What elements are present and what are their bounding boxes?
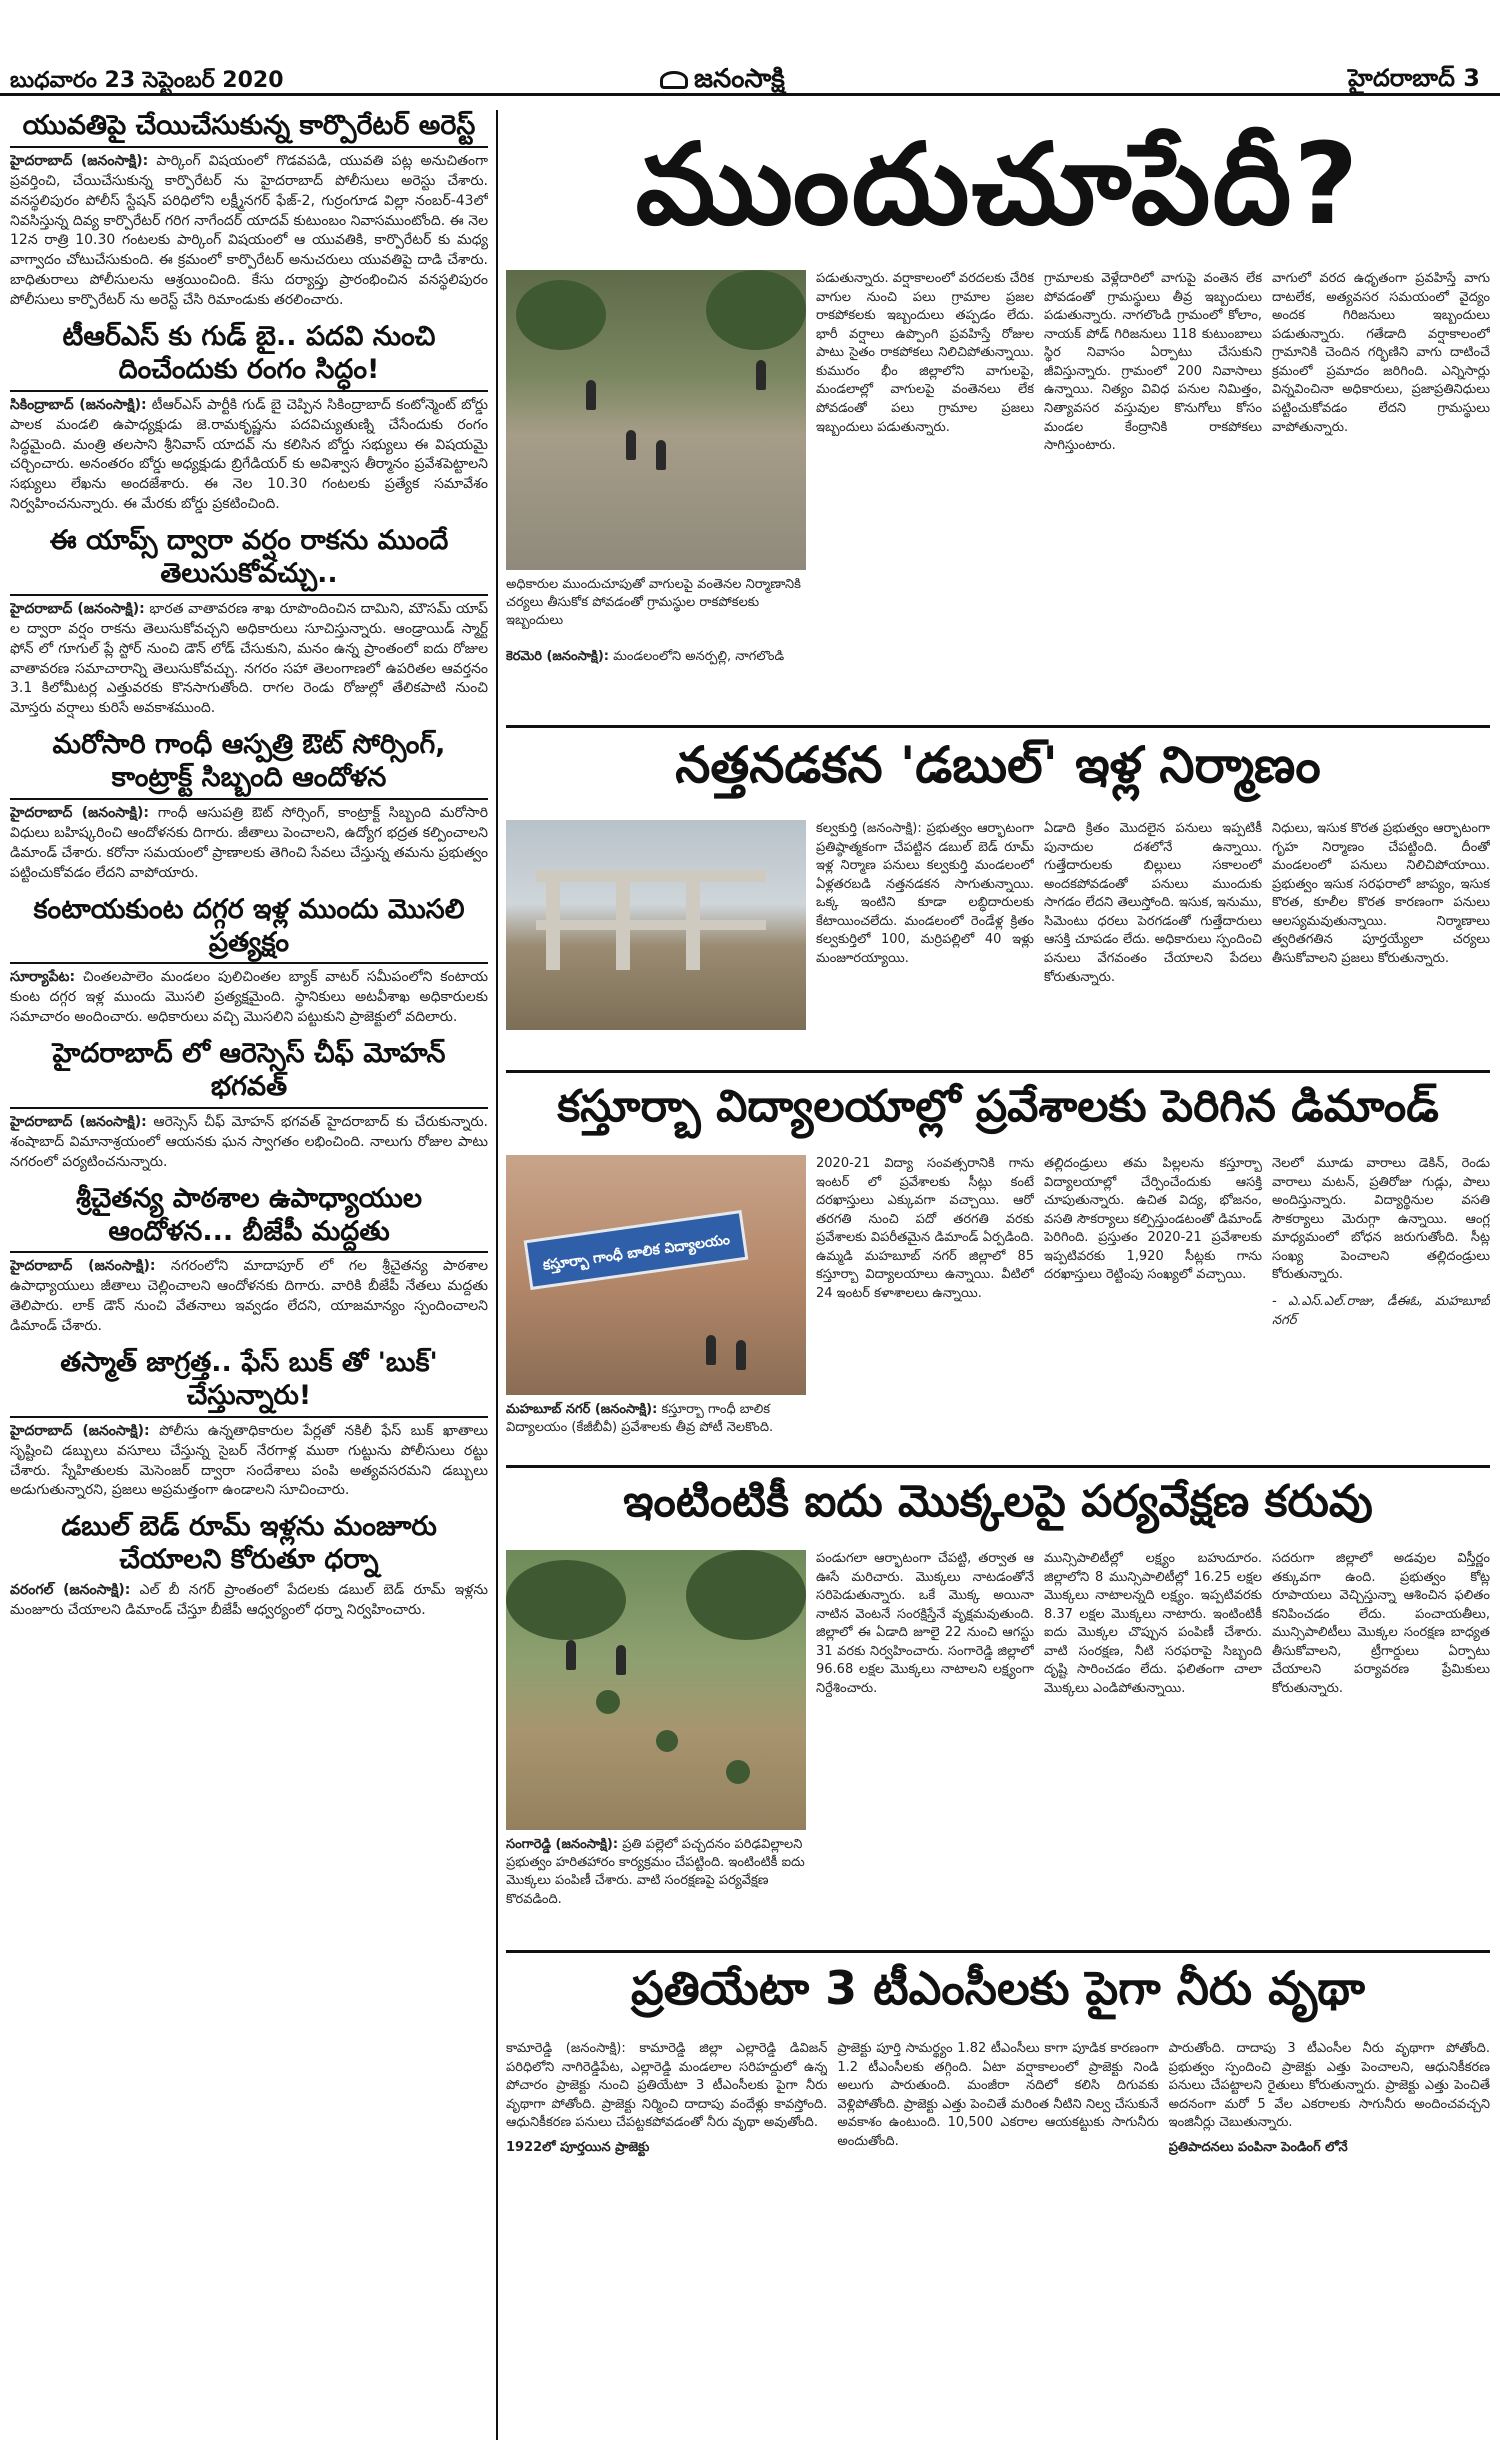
story-column: మున్సిపాలిటీల్లో లక్ష్యం బహుదూరం. జిల్లాలోని 8 మున్సిపాలిటీల్లో 16.25 లక్షల మొక్కలు నాటాలన్నది లక్ష్యం. ఇప్పటివరకు 8.37 లక్షల మొక్కలు నాటారు. ఇంటింటికీ ఐదు మొక్కల చొప్పున పంపిణీ చేశారు. వాటి సంరక్షణ, నీటి సరఫరాపై సిబ్బంది దృష్టి సారించడం లేదు. ఫలితంగా చాలా మొక్కలు ఎండిపోతున్నాయి.: [1044, 1551, 1262, 1697]
plantation-photo: [506, 1550, 806, 1830]
dateline: హైదరాబాద్ (జనంసాక్షి):: [10, 152, 149, 169]
person-shape: [566, 1640, 576, 1670]
story-column: వాగులో వరద ఉధృతంగా ప్రవహిస్తే వాగు దాటలేక, అత్యవసర సమయంలో వైద్యం అందక గిరిజనులు ఇబ్బందులు పడుతున్నారు. గతేడాది వర్షాకాలంలో గ్రామానికి చెందిన గర్భిణిని వాగు దాటించే క్రమంలో ప్రమాదం జరిగింది. ఎన్నిసార్లు విన్నవించినా అధికారులు, ప్రజాప్రతినిధులు పట్టించుకోవడం లేదని గ్రామస్థులు వాపోతున్నారు.: [1272, 271, 1490, 435]
left-story-body: [10, 804, 488, 884]
person-shape: [586, 380, 596, 410]
photo-caption: అధికారుల ముందుచూపుతో వాగులపై వంతెనల నిర్మాణానికి చర్యలు తీసుకోక పోవడంతో గ్రామస్థుల రాకపోకలకు ఇబ్బందులు: [506, 577, 801, 629]
story-text: భారత వాతావరణ శాఖ రూపొందించిన దామిని, మౌసమ్ యాప్ ల ద్వారా వర్షం రాకను తెలుసుకోవచ్చని అధికారులు సూచిస్తున్నారు. ఆండ్రాయిడ్ స్మార్ట్ ఫోన్ లో గూగుల్ ప్లే స్టోర్ నుంచి డౌన్ లోడ్ చేసుకుని, మనం ఉన్న ప్రాంతంలో ఐదు రోజుల వాతావరణ సమాచారాన్ని తెలుసుకోవచ్చు. నగరం సహా తెలంగాణలో ఉపరితల ఆవర్తనం 3.1 కిలోమీటర్ల ఎత్తువరకు కొనసాగుతోంది. రాగల రెండు రోజుల్లో తేలికపాటి నుంచి మోస్తరు వర్షాలు కురిసే అవకాశముంది.: [10, 600, 488, 717]
left-story-headline: హైదరాబాద్ లో ఆరెస్సెస్ చీఫ్ మోహన్ భగవత్: [10, 1038, 488, 1109]
sapling-shape: [596, 1690, 620, 1714]
left-story-headline: ఈ యాప్స్ ద్వారా వర్షం రాకను ముందే తెలుసుకోవచ్చు..: [10, 525, 488, 596]
column-divider: [496, 110, 498, 2440]
left-story-headline: యువతిపై చేయిచేసుకున్న కార్పొరేటర్ అరెస్ట్: [10, 110, 488, 148]
slab-shape: [536, 920, 766, 930]
story5-headline: ప్రతియేటా 3 టీఎంసీలకు పైగా నీరు వృథా: [506, 1950, 1490, 2014]
left-story-body: [10, 600, 488, 719]
photo-caption: [506, 1401, 806, 1437]
dateline: కెరమెరి (జనంసాక్షి):: [506, 649, 609, 664]
story4: [506, 1550, 1490, 1990]
left-story-1: [10, 110, 488, 311]
story-text: నెలలో మూడు వారాలు డెకిన్, రెండు వారాలు మటన్, ప్రతిరోజు గుడ్లు, పాలు అందిస్తున్నారు. విద్యార్థినుల వసతి సౌకర్యాలు మెరుగ్గా ఉన్నాయి. ఆంగ్ల మాధ్యమంలో బోధన జరుగుతోంది. సీట్ల సంఖ్య పెంచాలని తల్లిదండ్రులు కోరుతున్నారు.: [1272, 1156, 1490, 1283]
school-photo: [506, 1155, 806, 1395]
story2-columns: [816, 820, 1490, 1090]
story3-columns: [816, 1155, 1490, 1445]
story-text: నగరంలోని మాదాపూర్ లో గల శ్రీచైతన్య పాఠశాల ఉపాధ్యాయులు జీతాలు చెల్లించాలని ఆందోళనకు దిగారు. వారికి బీజేపీ నేతలు మద్దతు తెలిపారు. లాక్ డౌన్ నుంచి వేతనాలు ఇవ్వడం లేదని, యాజమాన్యం స్పందించాలని డిమాండ్ చేశారు.: [10, 1258, 488, 1335]
dateline: హైదరాబాద్ (జనంసాక్షి):: [10, 600, 145, 617]
left-story-body: [10, 1113, 488, 1173]
person-shape: [656, 440, 666, 470]
left-story-body: [10, 152, 488, 311]
page-number: 3: [1463, 64, 1480, 92]
person-shape: [616, 1645, 626, 1675]
story-column: కల్వకుర్తి (జనంసాక్షి): ప్రభుత్వం ఆర్భాటంగా ప్రతిష్ఠాత్మకంగా చేపట్టిన డబుల్ బెడ్ రూమ్ ఇళ్ల నిర్మాణ పనులు కల్వకుర్తి మండలంలో ఏళ్లతరబడి నత్తనడకన సాగుతున్నాయి. ఒక్క ఇంటిని కూడా లబ్ధిదారులకు కేటాయించలేదు. మండలంలో రెండేళ్ల క్రితం కల్వకుర్తిలో 100, మర్రిపల్లిలో 40 ఇళ్లు మంజూరయ్యాయి.: [816, 821, 1034, 967]
newspaper-name-text: జనంసాక్షి: [694, 64, 785, 94]
lead-byline: [506, 648, 806, 666]
story3-headline: కస్తూర్బా విద్యాలయాల్లో ప్రవేశాలకు పెరిగిన డిమాండ్: [506, 1070, 1490, 1131]
story-text: ఎల్ బీ నగర్ ప్రాంతంలో పేదలకు డబుల్ బెడ్ రూమ్ ఇళ్లను మంజూరు చేయాలని డిమాండ్ చేస్తూ బీజేపీ ఆధ్వర్యంలో ధర్నా నిర్వహించారు.: [10, 1582, 488, 1619]
caption-text: ప్రతి పల్లెలో పచ్చదనం పరిఢవిల్లాలని ప్రభుత్వం హరితహారం కార్యక్రమం చేపట్టింది. ఇంటింటికీ ఐదు మొక్కలు పంపిణీ చేశారు. వాటి సంరక్షణపై పర్యవేక్షణ కొరవడింది.: [506, 1837, 805, 1907]
photo-caption: [506, 1836, 806, 1909]
construction-photo: [506, 820, 806, 1030]
person-shape: [736, 1340, 746, 1370]
tree-shape: [686, 1550, 806, 1640]
story-column: నిధులు, ఇసుక కొరత ప్రభుత్వం ఆర్భాటంగా గృహ నిర్మాణం చేపట్టింది. దీంతో మండలంలో పనులు నిలిచిపోయాయి. ప్రభుత్వం ఇసుక సరఫరాలో జాప్యం, ఇసుక కొరత, కూలీల కొరత కారణంగా పనులు ఆలస్యమవుతున్నాయి. నిర్మాణాలు త్వరితగతిన పూర్తయ్యేలా చర్యలు తీసుకోవాలని ప్రజలు కోరుతున్నారు.: [1272, 821, 1490, 967]
story-column: సదరుగా జిల్లాలో అడవుల విస్తీర్ణం తక్కువగా ఉంది. ప్రభుత్వం కోట్ల రూపాయలు వెచ్చిస్తున్నా ఆశించిన ఫలితం కనిపించడం లేదు. పంచాయతీలు, మున్సిపాలిటీలు మొక్కల సంరక్షణ బాధ్యత తీసుకోవాలని, ట్రీగార్డులు ఏర్పాటు చేయాలని పర్యావరణ ప్రేమికులు కోరుతున్నారు.: [1272, 1551, 1490, 1697]
story-text: ఆరెస్సెస్ చీఫ్ మోహన్ భగవత్ హైదరాబాద్ కు చేరుకున్నారు. శంషాబాద్ విమానాశ్రయంలో ఆయనకు ఘన స్వాగతం లభించింది. నాలుగు రోజుల పాటు నగరంలో పర్యటించనున్నారు.: [10, 1113, 488, 1170]
subheading: 1922లో పూర్తయిన ప్రాజెక్టు: [506, 2139, 650, 2155]
left-story-3: [10, 525, 488, 719]
sapling-shape: [656, 1730, 678, 1752]
story4-headline: ఇంటింటికీ ఐదు మొక్కలపై పర్యవేక్షణ కరువు: [506, 1465, 1490, 1526]
person-shape: [626, 430, 636, 460]
left-story-headline: మరోసారి గాంధీ ఆస్పత్రి ఔట్ సోర్సింగ్, కాంట్రాక్ట్ సిబ్బంది ఆందోళన: [10, 729, 488, 800]
left-story-body: [10, 968, 488, 1028]
slab-shape: [536, 870, 766, 882]
byline-text: మండలంలోని అనర్పల్లి, నాగలొండి: [613, 649, 785, 664]
left-story-body: [10, 1581, 488, 1621]
story4-columns: [816, 1550, 1490, 1980]
story-column: [506, 2040, 827, 2440]
story-text: టీఆర్ఎస్ పార్టీకి గుడ్ బై చెప్పిన సికింద్రాబాద్ కంటోన్మెంట్ బోర్డు పాలక మండలి ఉపాధ్యక్షుడు జె.రామకృష్ణను పదవిచ్యుతుణ్ని చేసేందుకు రంగం సిద్ధమైంది. మంత్రి తలసాని శ్రీనివాస్ యాదవ్ ను కలిసిన బోర్డు సభ్యులు ఈ విషయమై చర్చించారు. అనంతరం బోర్డు అధ్యక్షుడు బ్రిగేడియర్ కు అవిశ్వాస తీర్మానం ప్రవేశపెట్టాలని సభ్యులు లేఖను అందజేశారు. ఈ నెల 10.30 గంటలకు ప్రత్యేక సమావేశం నిర్వహించనున్నారు. ఈ మేరకు బోర్డు ప్రకటించింది.: [10, 396, 488, 513]
main-news-area: [506, 110, 1490, 2440]
story-byline: - ఎ.ఎస్.ఎల్.రాజు, డీఈఓ, మహబూబ్ నగర్: [1272, 1294, 1490, 1328]
left-story-4: [10, 729, 488, 883]
left-story-headline: శ్రీచైతన్య పాఠశాల ఉపాధ్యాయుల ఆందోళన... బీజేపీ మద్దతు: [10, 1183, 488, 1254]
tree-shape: [706, 270, 806, 350]
story-column: గ్రామాలకు వెళ్లేదారిలో వాగుపై వంతెన లేక పోవడంతో గ్రామస్థులు తీవ్ర ఇబ్బందులు పడుతున్నారు. నాగలొండి గ్రామంలో కోలాం, నాయక్ పోడ్ గిరిజనులు 118 కుటుంబాలు స్థిర నివాసం ఏర్పాటు చేసుకుని జీవిస్తున్నారు. గ్రామంలో 200 నివాసాలు ఉన్నాయి. నిత్యం వివిధ పనుల నిమిత్తం, నిత్యావసర వస్తువుల కొనుగోలు కోసం మండల కేంద్రానికి రాకపోకలు సాగిస్తుంటారు.: [1044, 271, 1262, 454]
story-column: ప్రాజెక్టు పూర్తి సామర్థ్యం 1.82 టీఎంసీలు కాగా పూడిక కారణంగా 1.2 టీఎంసీలకు తగ్గింది. ఏటా వర్షాకాలంలో ప్రాజెక్టు నిండి అలుగు పారుతుంది. మంజీరా నదిలో కలిసి దిగువకు వెళ్లిపోతోంది. ప్రాజెక్టు ఎత్తు పెంచితే మరింత నీటిని నిల్వ చేసుకునే అవకాశం ఉంటుంది. 10,500 ఎకరాల ఆయకట్టుకు సాగునీరు అందుతోంది.: [837, 2041, 1159, 2149]
story-text: పార్కింగ్ విషయంలో గొడవపడి, యువతి పట్ల అనుచితంగా ప్రవర్తించి, చేయిచేసుకున్న కార్పొరేటర్ ను హైదరాబాద్ పోలీసులు అరెస్టు చేశారు. వనస్థలిపురం పోలీస్ స్టేషన్ పరిధిలోని లక్ష్మీనగర్ ఫేజ్-2, గుర్రంగూడ విల్లా నంబర్-43లో నివసిస్తున్న దివ్య కార్పొరేటర్ గరిగ నాగేందర్ యాదవ్ కుటుంబం నివాసముంటోంది. ఈ నెల 12న రాత్రి 10.30 గంటలకు పార్కింగ్ విషయంలో ఆ యువతికి, కార్పొరేటర్ కు మధ్య వాగ్వాదం చోటుచేసుకుంది. ఈ క్రమంలో కార్పొరేటర్ అనుచరులు యువతిపై దాడి చేశారు. బాధితురాలు పోలీసులను ఆశ్రయించింది. కేసు దర్యాప్తు ప్రారంభించిన వనస్థలిపురం పోలీసులు కార్పొరేటర్ ను అరెస్ట్ చేసి రిమాండుకు తరలించారు.: [10, 152, 488, 309]
left-story-headline: కంటాయకుంట దగ్గర ఇళ్ల ముందు మొసలి ప్రత్యక్షం: [10, 894, 488, 965]
left-story-2: [10, 321, 488, 515]
lead-story: [506, 270, 1490, 720]
left-story-headline: టీఆర్ఎస్ కు గుడ్ బై.. పదవి నుంచి దించేందుకు రంగం సిద్ధం!: [10, 321, 488, 392]
person-shape: [756, 360, 766, 390]
story5-columns: [506, 2040, 1490, 2440]
dateline: సికింద్రాబాద్ (జనంసాక్షి):: [10, 396, 147, 413]
left-story-headline: డబుల్ బెడ్ రూమ్ ఇళ్లను మంజూరు చేయాలని కోరుతూ ధర్నా: [61, 1511, 437, 1576]
left-story-body: [10, 1422, 488, 1502]
issue-date: బుధవారం 23 సెప్టెంబర్ 2020: [10, 68, 284, 93]
story2: [506, 820, 1490, 1110]
left-story-9: [10, 1511, 488, 1621]
left-story-8: [10, 1347, 488, 1501]
left-story-6: [10, 1038, 488, 1173]
newspaper-logo-icon: [660, 71, 688, 89]
school-signboard: కస్తూర్బా గాంధీ బాలిక విద్యాలయం: [524, 1210, 749, 1290]
story3: [506, 1155, 1490, 1455]
dateline: హైదరాబాద్ (జనంసాక్షి):: [10, 1422, 150, 1439]
story-column: [1272, 1155, 1490, 1445]
lead-headline: ముందుచూపేదీ?: [635, 120, 1361, 250]
sapling-shape: [726, 1760, 750, 1784]
dateline: సూర్యాపేట:: [10, 969, 76, 986]
dateline: వరంగల్ (జనంసాక్షి):: [10, 1582, 131, 1599]
subheading: ప్రతిపాదనలు పంపినా పెండింగ్ లోనే: [1168, 2139, 1348, 2155]
left-story-7: [10, 1183, 488, 1337]
dateline: మహబూబ్ నగర్ (జనంసాక్షి):: [506, 1402, 658, 1417]
story-text: పారుతోంది. దాదాపు 3 టీఎంసీల నీరు వృథాగా పోతోంది. ప్రభుత్వం స్పందించి ప్రాజెక్టు ఎత్తు పెంచాలని, ఆధునికీకరణ పనులు చేపట్టాలని రైతులు కోరుతున్నారు. ప్రాజెక్టు ఎత్తు పెంచితే అదనంగా మరో 5 వేల ఎకరాలకు సాగునీరు అందించవచ్చని ఇంజినీర్లు చెబుతున్నారు.: [1168, 2041, 1490, 2131]
newspaper-name: [660, 64, 785, 100]
story2-headline: నత్తనడకన 'డబుల్' ఇళ్ల నిర్మాణం: [506, 725, 1490, 793]
city-name: హైదరాబాద్: [1348, 64, 1455, 92]
dateline: హైదరాబాద్ (జనంసాక్షి):: [10, 805, 149, 822]
dateline: హైదరాబాద్ (జనంసాక్షి):: [10, 1113, 147, 1130]
story-column: 2020-21 విద్యా సంవత్సరానికి గాను ఇంటర్ లో ప్రవేశాలకు సీట్లు కంటే దరఖాస్తులు ఎక్కువగా వచ్చాయి. ఆరో తరగతి నుంచి పదో తరగతి వరకు ప్రవేశాలకు విపరీతమైన డిమాండ్ ఏర్పడింది. ఉమ్మడి మహబూబ్ నగర్ జిల్లాలో 85 కస్తూర్బా విద్యాలయాలు ఉన్నాయి. వీటిలో 24 ఇంటర్ కళాశాలలు ఉన్నాయి.: [816, 1156, 1034, 1302]
story-column: ఏడాది క్రితం మొదలైన పనులు ఇప్పటికీ పునాదుల దశలోనే ఉన్నాయి. గుత్తేదారులకు బిల్లులు సకాలంలో అందకపోవడంతో పనులు ముందుకు సాగడం లేదని తెలుస్తోంది. ఇసుక, ఇనుము, సిమెంటు ధరలు పెరగడంతో గుత్తేదారులు ఆసక్తి చూపడం లేదు. అధికారులు స్పందించి పనులు వేగవంతం చేయాలని పేదలు కోరుతున్నారు.: [1044, 821, 1262, 985]
story-text: గాంధీ ఆసుపత్రి ఔట్ సోర్సింగ్, కాంట్రాక్ట్ సిబ్బంది మరోసారి విధులు బహిష్కరించి ఆందోళనకు దిగారు. జీతాలు పెంచాలని, ఉద్యోగ భద్రత కల్పించాలని డిమాండ్ చేశారు. కరోనా సమయంలో ప్రాణాలకు తెగించి సేవలు చేస్తున్న తమను ప్రభుత్వం పట్టించుకోవడం లేదని వాపోయారు.: [10, 805, 488, 881]
story-column: [1169, 2040, 1490, 2440]
dateline: సంగారెడ్డి (జనంసాక్షి):: [506, 1837, 619, 1852]
tree-shape: [506, 1560, 626, 1640]
story-column: పండుగలా ఆర్భాటంగా చేపట్టి, తర్వాత ఆ ఊసే మరిచారు. మొక్కలు నాటడంతోనే సరిపెడుతున్నారు. ఒకే మొక్క అయినా నాటిన వెంటనే సంరక్షిస్తేనే వృక్షమవుతుంది. జిల్లాలో ఈ ఏడాది జూలై 22 నుంచి ఆగస్టు 31 వరకు నిర్వహించారు. సంగారెడ్డి జిల్లాలో 96.68 లక్షల మొక్కలు నాటాలని లక్ష్యంగా నిర్దేశించారు.: [816, 1551, 1034, 1697]
flood-photo: [506, 270, 806, 570]
story-column: పడుతున్నారు. వర్షాకాలంలో వరదలకు చేరిక వాగుల నుంచి పలు గ్రామాల ప్రజల రాకపోకలకు ఇబ్బందులు తప్పడం లేదు. భారీ వర్షాలు ఉప్పొంగి ప్రవహిస్తే రోజుల పాటు సైతం రాకపోకలు నిలిచిపోతున్నాయి. కుమురం భీం జిల్లాలోని వాగులపై, మండలాల్లో వాగులపై వంతెనలు లేక పోవడంతో పలు గ్రామాల ప్రజలు ఇబ్బందులు పడుతున్నారు.: [816, 271, 1034, 435]
left-story-5: [10, 894, 488, 1029]
story-text: కామారెడ్డి (జనంసాక్షి): కామారెడ్డి జిల్లా ఎల్లారెడ్డి డివిజన్ పరిధిలోని నాగిరెడ్డిపేట, ఎల్లారెడ్డి మండలాల సరిహద్దులో ఉన్న పోచారం ప్రాజెక్టు నుంచి ప్రతియేటా 3 టీఎంసీలకు పైగా నీరు వృథాగా పోతోంది. ప్రాజెక్టు నిర్మించి దాదాపు వందేళ్లు కావస్తోంది. ఆధునికీకరణ పనులు చేపట్టకపోవడంతో నీరు వృథా అవుతోంది.: [506, 2041, 828, 2131]
story-text: పోలీసు ఉన్నతాధికారుల పేర్లతో నకిలీ ఫేస్ బుక్ ఖాతాలు సృష్టించి డబ్బులు వసూలు చేస్తున్న సైబర్ నేరగాళ్ల ముఠా గుట్టును పోలీసులు రట్టు చేశారు. స్నేహితులకు మెసెంజర్ ద్వారా సందేశాలు పంపి అత్యవసరమని డబ్బులు అడుగుతున్నారని, ప్రజలు అప్రమత్తంగా ఉండాలని సూచించారు.: [10, 1422, 488, 1499]
left-news-column: [10, 110, 488, 2440]
caption-text: కస్తూర్బా గాంధీ బాలిక విద్యాలయం (కేజీబీవీ) ప్రవేశాలకు తీవ్ర పోటీ నెలకొంది.: [506, 1402, 774, 1436]
masthead: [0, 0, 1500, 96]
left-story-body: [10, 396, 488, 515]
story-text: చింతలపాలెం మండలం పులిచింతల బ్యాక్ వాటర్ సమీపంలోని కంటాయ కుంట దగ్గర ఇళ్ల ముందు మొసలి ప్రత్యక్షమైంది. స్థానికులు అటవీశాఖ అధికారులకు సమాచారం అందించారు. అధికారులు వచ్చి మొసలిని పట్టుకుని ప్రాజెక్టులో వదిలారు.: [10, 969, 488, 1026]
person-shape: [706, 1335, 716, 1365]
lead-story-columns: [816, 270, 1490, 710]
edition-city: [1348, 64, 1480, 98]
left-story-headline: తస్మాత్ జాగ్రత్త.. ఫేస్ బుక్ తో 'బుక్' చేస్తున్నారు!: [10, 1347, 488, 1418]
tree-shape: [516, 280, 606, 350]
story-column: తల్లిదండ్రులు తమ పిల్లలను కస్తూర్బా విద్యాలయాల్లో చేర్పించేందుకు ఆసక్తి చూపుతున్నారు. ఉచిత విద్య, భోజనం, వసతి సౌకర్యాలు కల్పిస్తుండటంతో డిమాండ్ పెరిగింది. ప్రస్తుతం 2020-21 ప్రవేశాలకు ఇప్పటివరకు 1,920 సీట్లకు గాను దరఖాస్తులు రెట్టింపు సంఖ్యలో వచ్చాయి.: [1044, 1156, 1262, 1283]
story5: [506, 2040, 1490, 2440]
dateline: హైదరాబాద్ (జనంసాక్షి):: [10, 1258, 156, 1275]
left-story-body: [10, 1257, 488, 1337]
